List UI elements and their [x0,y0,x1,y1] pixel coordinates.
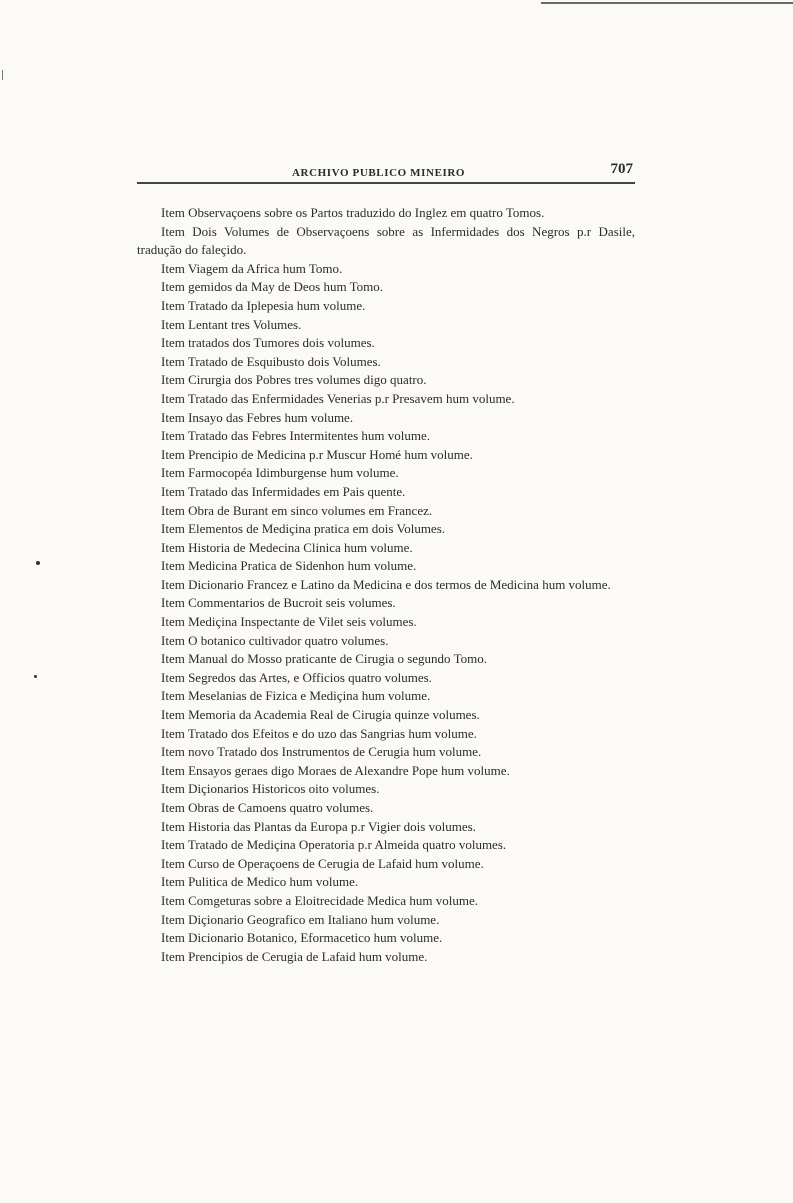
inventory-entry: Item Dicionario Botanico, Eformacetico hum volume. [161,930,443,946]
margin-dot [36,561,40,565]
inventory-entry: Item Historia das Plantas da Europa p.r Vigier dois volumes. [161,818,476,834]
inventory-list [137,204,635,966]
inventory-entry: Item Viagem da Africa hum Tomo. [161,260,343,276]
inventory-entry: Item Obras de Camoens quatro volumes. [161,800,374,815]
inventory-entry: Item Diçionarios Historicos oito volumes. [161,781,380,797]
inventory-entry: Item Prencipios de Cerugia de Lafaid hum volume. [161,948,428,964]
inventory-entry: Item Curso de Operaçoens de Cerugia de Lafaid hum volume. [161,855,484,871]
running-head: ARCHIVO PUBLICO MINEIRO [292,167,466,179]
inventory-entry: Item Dicionario Francez e Latino da Medicina e dos termos de Medicina hum volume. [161,576,611,592]
inventory-entry: Item Tratado dos Efeitos e do uzo das Sangrias hum volume. [161,725,477,741]
inventory-entry: Item Obra de Burant em sinco volumes em Francez. [161,502,433,518]
inventory-entry: Item Mediçina Inspectante de Vilet seis volumes. [161,614,417,630]
inventory-entry: Item O botanico cultivador quatro volumes. [161,632,389,648]
inventory-entry: Item novo Tratado dos Instrumentos de Cerugia hum volume. [161,744,482,760]
inventory-entry: Item Manual do Mosso praticante de Cirugia o segundo Tomo. [161,651,487,667]
inventory-entry: Item Tratado das Infermidades em Pais quente. [161,483,406,499]
inventory-entry: Item Farmocopéa Idimburgense hum volume. [161,465,399,481]
inventory-entry: Item Lentant tres Volumes. [161,316,302,332]
inventory-entry: Item Commentarios de Bucroit seis volumes. [161,595,396,611]
inventory-entry: Item Comgeturas sobre a Eloitrecidade Medica hum volume. [161,892,478,908]
inventory-entry: Item Meselanias de Fizica e Mediçina hum volume. [161,688,431,704]
inventory-entry: Item Tratado da Iplepesia hum volume. [161,297,366,313]
inventory-entry: Item Tratado de Mediçina Operatoria p.r Almeida quatro volumes. [161,837,507,853]
margin-mark [2,70,3,80]
inventory-entry: Item Prencipio de Medicina p.r Muscur Homé hum volume. [161,446,473,462]
inventory-entry: Item Tratado das Enfermidades Venerias p.r Presavem hum volume. [161,390,515,406]
inventory-entry: Item Tratado das Febres Intermitentes hum volume. [161,428,430,444]
inventory-entry: Item Tratado de Esquibusto dois Volumes. [161,353,381,369]
inventory-entry: Item Segredos das Artes, e Officios quatro volumes. [161,669,432,685]
page-number: 707 [610,161,633,177]
page-header [137,158,635,184]
top-edge-rule [541,2,793,4]
inventory-entry: Item Memoria da Academia Real de Cirugia quinze volumes. [161,707,480,723]
inventory-entry: Item Cirurgia dos Pobres tres volumes digo quatro. [161,372,427,388]
inventory-entry: Item tratados dos Tumores dois volumes. [161,335,375,351]
document-page [137,158,635,966]
inventory-entry: Item Ensayos geraes digo Moraes de Alexandre Pope hum volume. [161,762,510,778]
inventory-entry: Item gemidos da May de Deos hum Tomo. [161,279,383,295]
inventory-entry: Item Diçionario Geografico em Italiano hum volume. [161,911,440,927]
inventory-entry: Item Pulitica de Medico hum volume. [161,874,359,890]
inventory-entry: Item Medicina Pratica de Sidenhon hum volume. [161,558,417,574]
inventory-entry: Item Insayo das Febres hum volume. [161,409,354,425]
inventory-entry: Item Elementos de Mediçina pratica em dois Volumes. [161,521,446,537]
inventory-entry: Item Historia de Medecina Clinica hum volume. [161,539,413,555]
inventory-entry: Item Observaçoens sobre os Partos traduzido do Inglez em quatro Tomos. [161,205,545,220]
inventory-entry: Item Dois Volumes de Observaçoens sobre as Infermidades dos Negros p.r Dasile, tradução do faleçido. [137,223,635,258]
margin-dot [34,675,37,678]
